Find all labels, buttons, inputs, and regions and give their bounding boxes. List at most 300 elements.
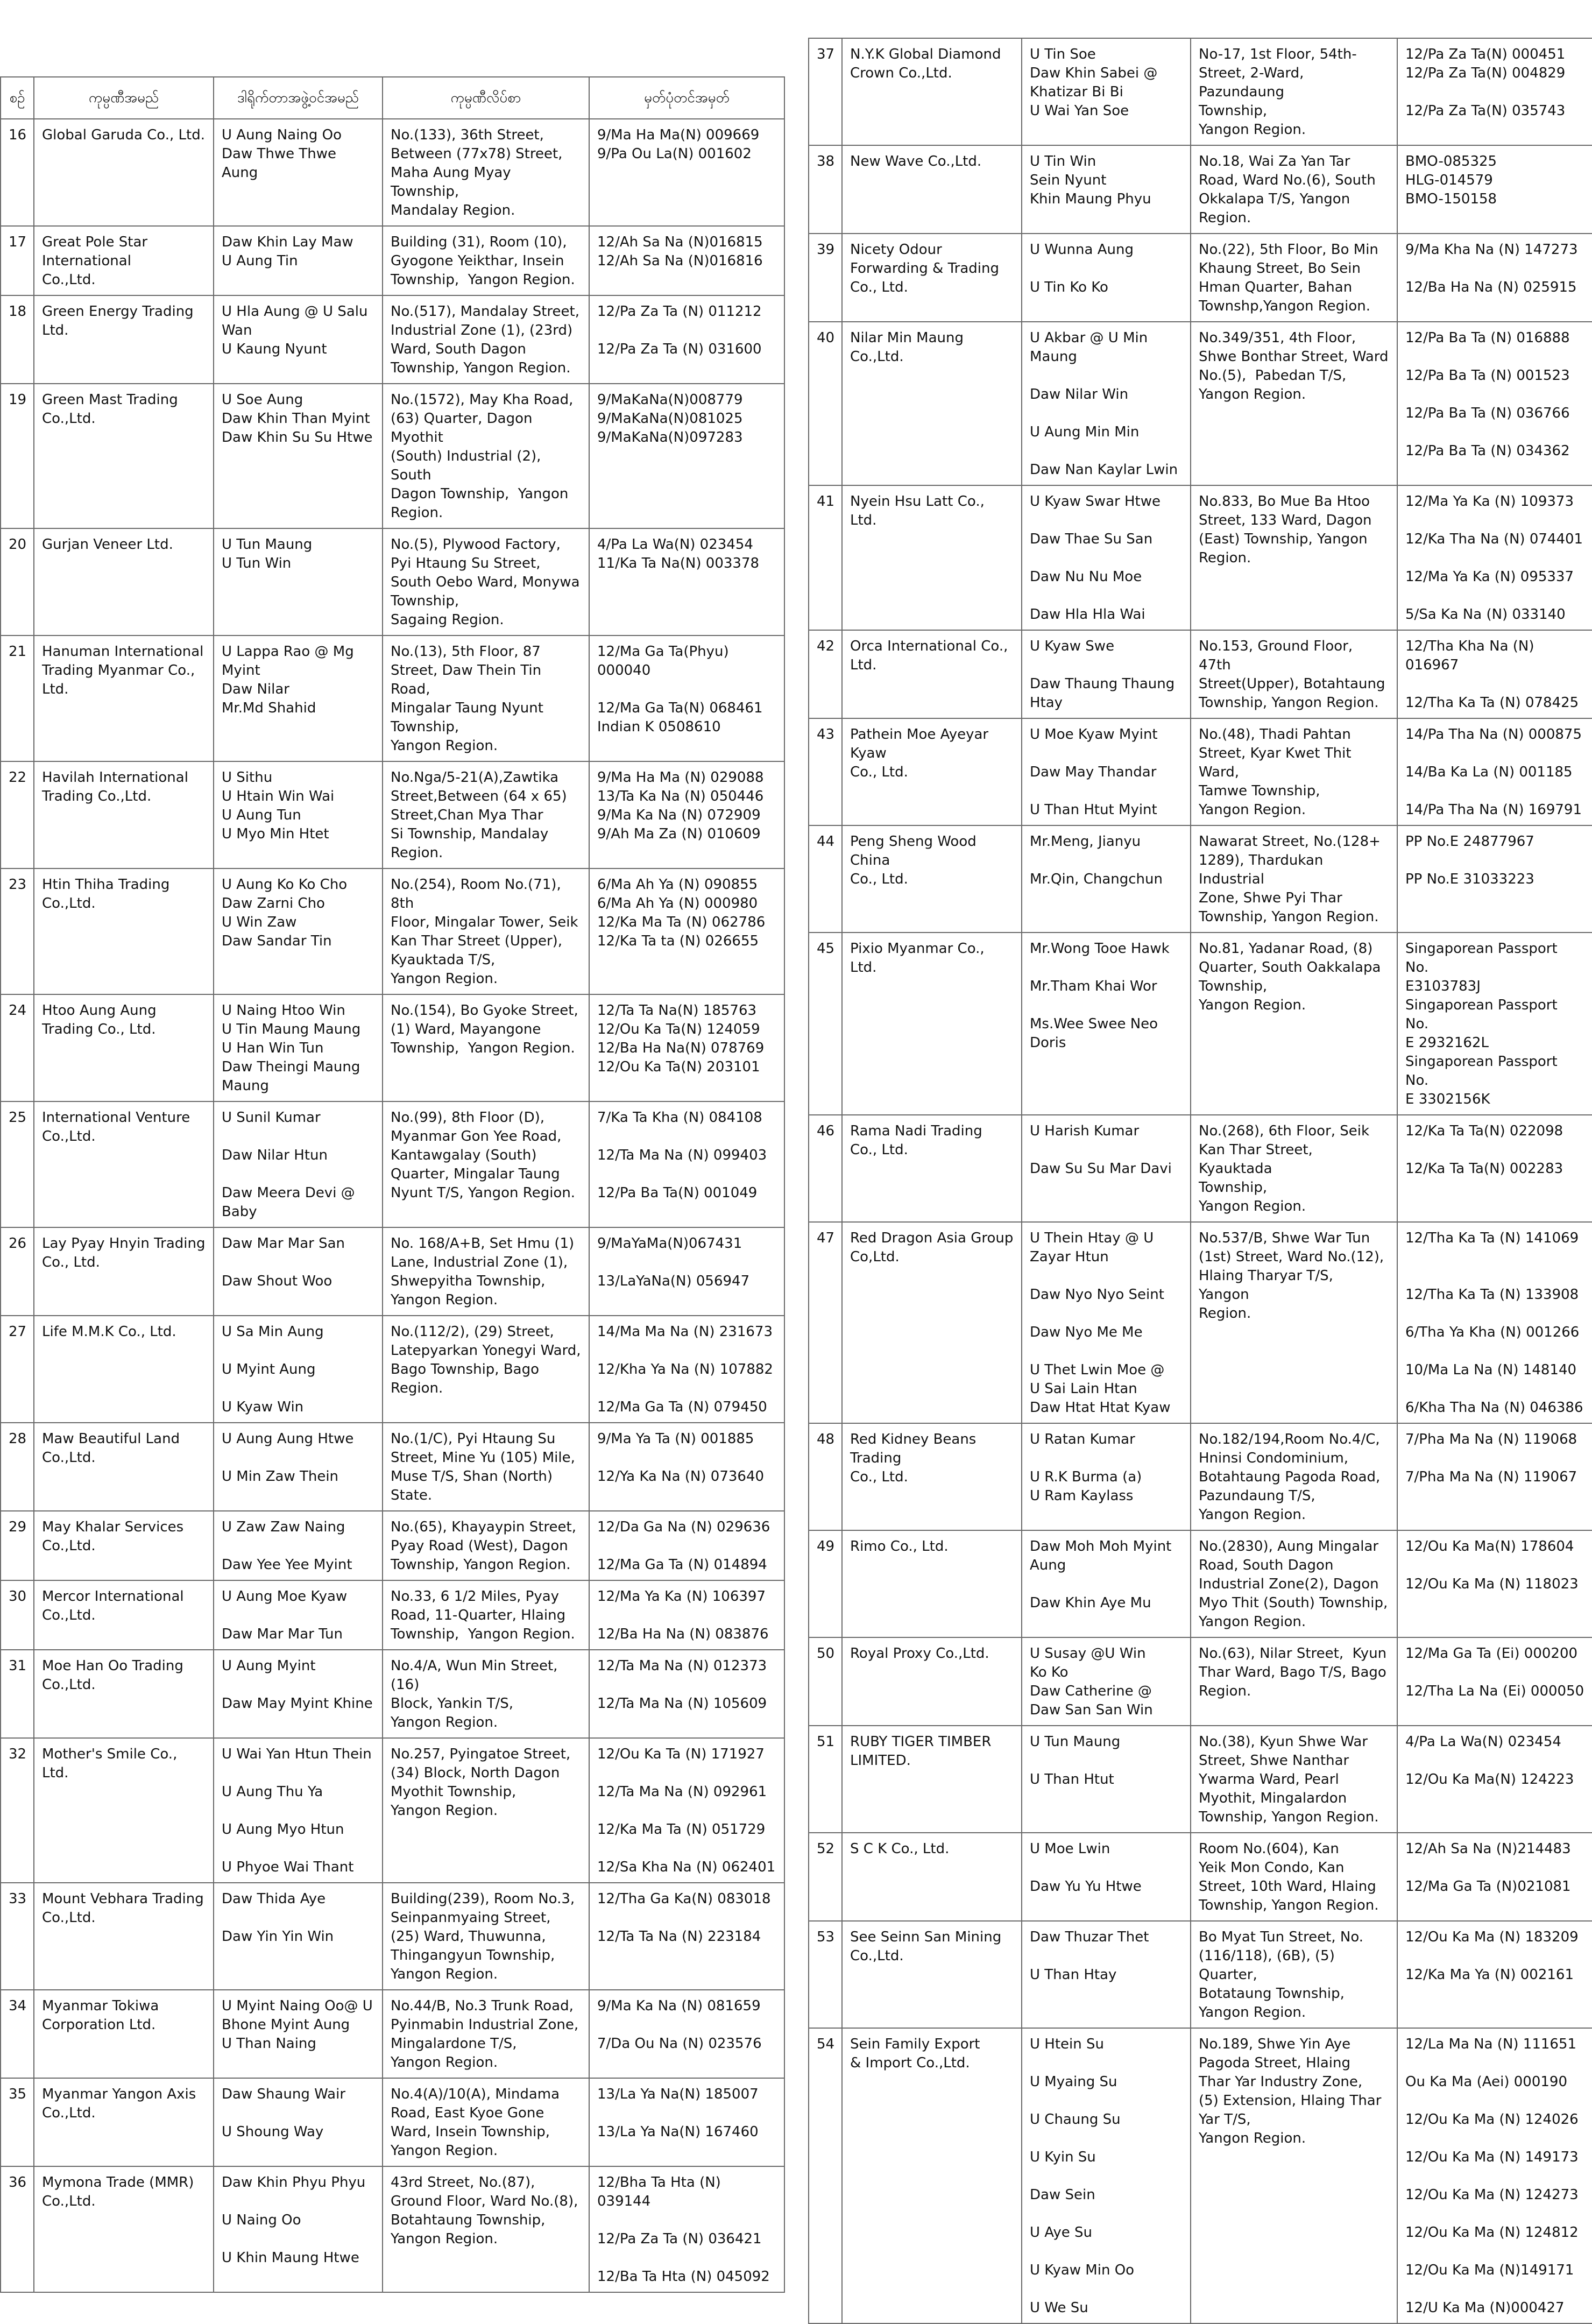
company-addres-line: No. 168/A+B, Set Hmu (1) bbox=[391, 1235, 575, 1252]
company-name-line: N.Y.K Global Diamond bbox=[850, 46, 1001, 62]
right-register-table bbox=[808, 38, 1592, 2324]
row-number: 34 bbox=[1, 1990, 34, 2078]
company-name bbox=[842, 234, 1022, 322]
registration-number-line bbox=[597, 1253, 776, 1272]
director-name-line: U Tun Win bbox=[222, 555, 292, 571]
registration-numbers bbox=[1397, 2028, 1592, 2323]
company-name bbox=[34, 2078, 214, 2166]
table-row bbox=[809, 322, 1592, 485]
director-name-line: U Han Win Tun bbox=[222, 1040, 324, 1056]
director-name-line bbox=[1030, 958, 1183, 977]
director-name-line: U Tin Ko Ko bbox=[1030, 279, 1108, 295]
director-name-line: Daw Khin Aye Mu bbox=[1030, 1595, 1151, 1611]
director-name-line bbox=[222, 1606, 374, 1625]
director-name-line: U Lappa Rao @ Mg bbox=[222, 644, 354, 660]
director-name-line: U Aung Myint bbox=[222, 1658, 316, 1674]
company-addres-line: Building(239), Room No.3, bbox=[391, 1891, 575, 1907]
company-addres-line: Quarter, South Oakkalapa bbox=[1199, 959, 1381, 976]
company-addres-line: No.(1/C), Pyi Htaung Su bbox=[391, 1431, 556, 1447]
company-address bbox=[383, 1883, 589, 1990]
registration-number-line bbox=[1405, 782, 1584, 801]
registration-numbers bbox=[1397, 1423, 1592, 1530]
registration-number-line bbox=[1405, 2054, 1584, 2073]
director-names bbox=[214, 994, 383, 1101]
table-row bbox=[1, 226, 784, 295]
director-name-line bbox=[1030, 549, 1183, 568]
registration-number-line bbox=[1405, 587, 1584, 605]
registration-numbers bbox=[1397, 1921, 1592, 2028]
registration-number-line bbox=[597, 2016, 776, 2035]
director-names bbox=[214, 295, 383, 384]
company-addres-line: No-17, 1st Floor, 54th- bbox=[1199, 46, 1357, 62]
company-name-line: Co., Ltd. bbox=[850, 279, 908, 295]
row-number: 26 bbox=[1, 1227, 34, 1316]
registration-number-line: 12/Ou Ka Ma (N) 149173 bbox=[1405, 2149, 1579, 2165]
registration-number-line bbox=[597, 1537, 776, 1556]
director-names bbox=[214, 384, 383, 528]
director-name-line: U Aung Min Min bbox=[1030, 424, 1140, 440]
header-directors: ဒါရိုက်တာအဖွဲ့ဝင်အမည် bbox=[214, 77, 383, 119]
registration-number-line: 12/Ta Ma Na (N) 105609 bbox=[597, 1696, 767, 1712]
company-name-line: Htin Thiha Trading bbox=[42, 877, 170, 893]
company-address bbox=[383, 2078, 589, 2166]
director-name-line bbox=[1030, 782, 1183, 801]
company-addres-line: No.4/A, Wun Min Street, (16) bbox=[391, 1658, 562, 1693]
director-name-line: Daw Khin Phyu Phyu bbox=[222, 2174, 366, 2191]
company-addres-line: Building (31), Room (10), bbox=[391, 234, 567, 250]
registration-numbers bbox=[589, 119, 784, 226]
director-names bbox=[1022, 1921, 1191, 2028]
company-name-line: China bbox=[850, 852, 890, 868]
company-addres-line: Shwe Bonthar Street, Ward bbox=[1199, 349, 1389, 365]
company-address bbox=[383, 295, 589, 384]
registration-numbers bbox=[589, 384, 784, 528]
registration-number-line: 12/Pa Ba Ta (N) 016888 bbox=[1405, 330, 1570, 346]
company-addres-line: Region. bbox=[1199, 550, 1251, 566]
director-names bbox=[214, 1227, 383, 1316]
director-name-line: U Aung Tun bbox=[222, 807, 301, 823]
row-number: 45 bbox=[809, 933, 842, 1115]
company-addres-line: No.(112/2), (29) Street, bbox=[391, 1324, 554, 1340]
registration-number-line: 7/Ka Ta Kha (N) 084108 bbox=[597, 1110, 762, 1126]
company-addres-line: Township, Yangon Region. bbox=[1199, 695, 1379, 711]
row-number: 46 bbox=[809, 1115, 842, 1222]
row-number: 54 bbox=[809, 2028, 842, 2323]
company-address bbox=[383, 2166, 589, 2292]
company-addres-line: Region. bbox=[1199, 1305, 1251, 1322]
company-addres-line: Township, Yangon Region. bbox=[391, 1040, 575, 1056]
registration-number-line: 12/Ma Ya Ka (N) 095337 bbox=[1405, 569, 1574, 585]
company-addres-line: Township, Yangon Region. bbox=[391, 1557, 571, 1573]
row-number: 41 bbox=[809, 485, 842, 630]
director-name-line: U Harish Kumar bbox=[1030, 1123, 1140, 1139]
director-name-line: Daw Nilar Htun bbox=[222, 1147, 328, 1163]
table-row bbox=[809, 1115, 1592, 1222]
company-addres-line: Road, South Dagon bbox=[1199, 1557, 1334, 1573]
table-row bbox=[1, 1580, 784, 1650]
director-name-line bbox=[1030, 1449, 1183, 1468]
director-name-line: U Aung Myo Htun bbox=[222, 1821, 344, 1838]
director-name-line: U Akbar @ U Min bbox=[1030, 330, 1148, 346]
company-address bbox=[1191, 718, 1397, 825]
company-name-line: Maw Beautiful Land bbox=[42, 1431, 180, 1447]
director-name-line bbox=[1030, 2092, 1183, 2110]
company-address bbox=[1191, 322, 1397, 485]
registration-number-line: 12/Ou Ka Ma (N) 118023 bbox=[1405, 1576, 1579, 1592]
registration-number-line: Singaporean Passport No. bbox=[1405, 941, 1562, 976]
company-address bbox=[1191, 485, 1397, 630]
company-addres-line: No.(22), 5th Floor, Bo Min bbox=[1199, 242, 1378, 258]
director-name-line: U Wunna Aung bbox=[1030, 242, 1134, 258]
registration-numbers bbox=[589, 635, 784, 761]
company-name bbox=[34, 994, 214, 1101]
director-names bbox=[214, 226, 383, 295]
registration-number-line bbox=[1405, 1342, 1584, 1361]
registration-number-line bbox=[597, 1764, 776, 1783]
table-row bbox=[809, 145, 1592, 234]
director-names bbox=[214, 761, 383, 868]
director-name-line: U Aung Ko Ko Cho bbox=[222, 877, 348, 893]
company-addres-line: State. bbox=[391, 1487, 433, 1503]
company-address bbox=[383, 1423, 589, 1511]
registration-number-line: 9/Ma Ya Ta (N) 001885 bbox=[597, 1431, 754, 1447]
company-addres-line: Yar T/S, bbox=[1199, 2111, 1251, 2128]
company-name-line: Co., Ltd. bbox=[850, 1142, 908, 1158]
row-number: 33 bbox=[1, 1883, 34, 1990]
company-name-line: Trading Myanmar Co., bbox=[42, 662, 195, 679]
company-name-line: Co., Ltd. bbox=[850, 1469, 908, 1485]
registration-number-line: 12/Ou Ka Ma (N) 124273 bbox=[1405, 2187, 1579, 2203]
director-name-line: Daw Meera Devi @ bbox=[222, 1185, 355, 1201]
director-name-line: Daw Thida Aye bbox=[222, 1891, 326, 1907]
company-addres-line: Myothit, Mingalardon bbox=[1199, 1790, 1347, 1806]
company-addres-line: Road, 11-Quarter, Hlaing bbox=[391, 1607, 566, 1623]
director-name-line bbox=[222, 1909, 374, 1927]
company-name-line: Corporation Ltd. bbox=[42, 2017, 156, 2033]
company-name-line: Kyaw bbox=[850, 745, 887, 761]
director-name-line: U Thet Lwin Moe @ bbox=[1030, 1362, 1165, 1378]
director-names bbox=[1022, 485, 1191, 630]
company-addres-line: (25) Ward, Thuwunna, bbox=[391, 1929, 546, 1945]
company-address bbox=[1191, 825, 1397, 933]
registration-number-line: 12/Pa Za Ta(N) 004829 bbox=[1405, 65, 1566, 81]
registration-number-line: PP No.E 24877967 bbox=[1405, 833, 1534, 850]
company-name-line: Htoo Aung Aung bbox=[42, 1002, 157, 1019]
company-name-line: Green Energy Trading bbox=[42, 303, 194, 320]
company-address bbox=[1191, 630, 1397, 718]
company-address bbox=[1191, 38, 1397, 145]
director-name-line: U Kyaw Min Oo bbox=[1030, 2262, 1135, 2278]
registration-number-line: 12/Pa Ba Ta (N) 034362 bbox=[1405, 443, 1570, 459]
director-name-line bbox=[1030, 1304, 1183, 1323]
company-name bbox=[34, 1738, 214, 1883]
header-company: ကုမ္ပဏီအမည် bbox=[34, 77, 214, 119]
director-name-line bbox=[222, 1802, 374, 1820]
director-name-line: U Than Htut bbox=[1030, 1771, 1114, 1788]
company-addres-line: Street, Mine Yu (105) Mile, bbox=[391, 1450, 575, 1466]
row-number: 48 bbox=[809, 1423, 842, 1530]
registration-number-line: 12/Ta Ma Na (N) 099403 bbox=[597, 1147, 767, 1163]
director-name-line: U Tun Maung bbox=[1030, 1734, 1121, 1750]
director-name-line: Daw Su Su Mar Davi bbox=[1030, 1161, 1172, 1177]
registration-number-line: Singaporean Passport No. bbox=[1405, 997, 1562, 1032]
director-names bbox=[214, 1650, 383, 1738]
registration-numbers bbox=[589, 2166, 784, 2292]
registration-number-line: 12/Pa Ba Ta (N) 036766 bbox=[1405, 405, 1570, 421]
registration-number-line: 12/Ou Ka Ma (N) 124026 bbox=[1405, 2111, 1579, 2128]
company-addres-line: Okkalapa T/S, Yangon bbox=[1199, 191, 1350, 207]
director-name-line: U Hla Aung @ U Salu bbox=[222, 303, 368, 320]
company-addres-line: No.Nga/5-21(A),Zawtika bbox=[391, 769, 559, 786]
director-names bbox=[1022, 2028, 1191, 2323]
company-name-line: Mount Vebhara Trading bbox=[42, 1891, 204, 1907]
director-name-line: U Sunil Kumar bbox=[222, 1110, 321, 1126]
company-address bbox=[383, 1511, 589, 1580]
company-addres-line: Region. bbox=[391, 845, 443, 861]
director-names bbox=[1022, 933, 1191, 1115]
row-number: 47 bbox=[809, 1222, 842, 1423]
company-name-line: Ltd. bbox=[42, 322, 69, 338]
company-name-line: Co.,Ltd. bbox=[42, 272, 96, 288]
company-addres-line: Road, East Kyoe Gone bbox=[391, 2105, 544, 2121]
director-name-line: Daw Khin Su Su Htwe bbox=[222, 429, 373, 446]
director-names bbox=[214, 1316, 383, 1423]
registration-number-line: 7/Pha Ma Na (N) 119067 bbox=[1405, 1469, 1577, 1485]
registration-numbers bbox=[1397, 1833, 1592, 1921]
director-name-line: U Aung Aung Htwe bbox=[222, 1431, 354, 1447]
table-row bbox=[1, 2166, 784, 2292]
company-addres-line: No.349/351, 4th Floor, bbox=[1199, 330, 1356, 346]
registration-number-line bbox=[1405, 1947, 1584, 1966]
registration-number-line bbox=[1405, 675, 1584, 694]
registration-number-line: 12/Ka Ma Ta (N) 051729 bbox=[597, 1821, 766, 1838]
company-name-line: Red Dragon Asia Group bbox=[850, 1230, 1014, 1246]
registration-number-line bbox=[1405, 2242, 1584, 2261]
director-name-line bbox=[1030, 851, 1183, 870]
company-address bbox=[1191, 145, 1397, 234]
director-name-line: U R.K Burma (a) bbox=[1030, 1469, 1142, 1485]
registration-number-line bbox=[1405, 385, 1584, 404]
registration-number-line bbox=[1405, 259, 1584, 278]
registration-number-line bbox=[1405, 1449, 1584, 1468]
registration-number-line bbox=[1405, 2167, 1584, 2186]
company-addres-line: (1) Ward, Mayangone bbox=[391, 1021, 541, 1037]
company-name-line: Co.,Ltd. bbox=[42, 1128, 96, 1145]
registration-number-line bbox=[1405, 2280, 1584, 2299]
company-addres-line: Nawarat Street, No.(128+ bbox=[1199, 833, 1381, 850]
company-name-line: Rimo Co., Ltd. bbox=[850, 1538, 949, 1555]
company-name bbox=[842, 825, 1022, 933]
director-name-line: Doris bbox=[1030, 1035, 1066, 1051]
director-name-line: Daw Yin Yin Win bbox=[222, 1929, 334, 1945]
company-name-line: Trading Co., Ltd. bbox=[42, 1021, 156, 1037]
company-name-line: Co., Ltd. bbox=[42, 1254, 100, 1270]
company-name-line: Pixio Myanmar Co., Ltd. bbox=[850, 941, 989, 976]
registration-number-line: 9/Ma Kha Na (N) 147273 bbox=[1405, 242, 1578, 258]
registration-number-line: 12/Ma Ga Ta (N)021081 bbox=[1405, 1878, 1571, 1895]
company-name bbox=[34, 528, 214, 635]
company-addres-line: Ward, South Dagon bbox=[391, 341, 526, 357]
registration-number-line bbox=[1405, 511, 1584, 530]
row-number: 29 bbox=[1, 1511, 34, 1580]
director-names bbox=[214, 868, 383, 994]
director-name-line: U Soe Aung bbox=[222, 392, 303, 408]
company-addres-line: Township, bbox=[1199, 1179, 1268, 1196]
company-addres-line: No.(38), Kyun Shwe War bbox=[1199, 1734, 1368, 1750]
director-name-line: U Myint Aung bbox=[222, 1361, 316, 1378]
company-addres-line: No.257, Pyingatoe Street, bbox=[391, 1746, 571, 1762]
registration-number-line bbox=[1405, 1304, 1584, 1323]
company-address bbox=[383, 994, 589, 1101]
company-addres-line: Yangon Region. bbox=[391, 1714, 498, 1730]
registration-number-line bbox=[597, 1449, 776, 1467]
company-name-line: Lay Pyay Hnyin Trading bbox=[42, 1235, 206, 1252]
company-name-line: International bbox=[42, 253, 131, 269]
director-name-line: Daw San San Win bbox=[1030, 1702, 1153, 1718]
table-row bbox=[1, 761, 784, 868]
registration-numbers bbox=[589, 1738, 784, 1883]
company-addres-line: Khaung Street, Bo Sein bbox=[1199, 260, 1361, 277]
director-name-line: U Shoung Way bbox=[222, 2124, 324, 2140]
registration-number-line bbox=[1405, 2092, 1584, 2110]
registration-number-line: Ou Ka Ma (Aei) 000190 bbox=[1405, 2074, 1567, 2090]
table-row bbox=[1, 1738, 784, 1883]
company-addres-line: Hninsi Condominium, bbox=[1199, 1450, 1349, 1466]
registration-number-line: HLG-014579 bbox=[1405, 172, 1493, 188]
company-addres-line: Gyogone Yeikthar, Insein bbox=[391, 253, 564, 269]
left-register-table bbox=[0, 76, 785, 2293]
company-addres-line: Hlaing Tharyar T/S, Yangon bbox=[1199, 1268, 1342, 1303]
company-name bbox=[842, 1423, 1022, 1530]
director-name-line: Daw Shaung Wair bbox=[222, 2086, 346, 2102]
registration-number-line: 12/Ma Ga Ta (N) 014894 bbox=[597, 1557, 767, 1573]
director-name-line: Daw Nilar bbox=[222, 681, 290, 697]
registration-number-line: 13/Ta Ka Na (N) 050446 bbox=[597, 788, 764, 804]
row-number: 38 bbox=[809, 145, 842, 234]
table-row bbox=[1, 1423, 784, 1511]
table-row bbox=[1, 2078, 784, 2166]
director-name-line: Daw Thae Su San bbox=[1030, 531, 1153, 547]
registration-number-line bbox=[1405, 1380, 1584, 1398]
company-name bbox=[842, 1833, 1022, 1921]
director-name-line: Mr.Tham Khai Wor bbox=[1030, 978, 1157, 994]
registration-numbers bbox=[1397, 1115, 1592, 1222]
company-name-line: Nicety Odour bbox=[850, 242, 942, 258]
director-name-line: U Susay @U Win bbox=[1030, 1645, 1146, 1662]
company-address bbox=[383, 1316, 589, 1423]
table-row bbox=[809, 933, 1592, 1115]
director-name-line: U Ratan Kumar bbox=[1030, 1431, 1135, 1447]
registration-numbers bbox=[1397, 485, 1592, 630]
director-name-line bbox=[222, 2230, 374, 2249]
director-name-line: U Naing Htoo Win bbox=[222, 1002, 345, 1019]
registration-number-line: 14/Pa Tha Na (N) 169791 bbox=[1405, 802, 1582, 818]
row-number: 19 bbox=[1, 384, 34, 528]
company-addres-line: Township, bbox=[1199, 103, 1268, 119]
company-name bbox=[34, 868, 214, 994]
header-row bbox=[1, 77, 784, 119]
registration-number-line: 12/Ma Ga Ta (Ei) 000200 bbox=[1405, 1645, 1578, 1662]
company-addres-line: (116/118), (6B), (5) Quarter, bbox=[1199, 1948, 1340, 1983]
director-name-line: U Ram Kaylass bbox=[1030, 1488, 1134, 1504]
director-name-line: Bhone Myint Aung bbox=[222, 2017, 350, 2033]
company-address bbox=[383, 761, 589, 868]
company-addres-line: Kyauktada T/S, bbox=[391, 952, 496, 968]
registration-number-line: 14/Ba Ka La (N) 001185 bbox=[1405, 764, 1573, 780]
director-name-line: Daw Theingi Maung bbox=[222, 1059, 360, 1075]
table-row bbox=[809, 825, 1592, 933]
company-addres-line: Maha Aung Myay Township, bbox=[391, 165, 515, 200]
company-addres-line: Township, Yangon Region. bbox=[1199, 1897, 1379, 1913]
registration-number-line bbox=[597, 1676, 776, 1694]
registration-number-line: 4/Pa La Wa(N) 023454 bbox=[1405, 1734, 1561, 1750]
registration-number-line bbox=[597, 2104, 776, 2123]
company-name bbox=[842, 2028, 1022, 2323]
company-addres-line: Ground Floor, Ward No.(8), bbox=[391, 2193, 578, 2209]
registration-number-line: 12/Pa Ba Ta(N) 001049 bbox=[597, 1185, 758, 1201]
company-addres-line: Township, bbox=[391, 719, 459, 735]
director-names bbox=[1022, 1637, 1191, 1726]
company-name-line: Mother's Smile Co., Ltd. bbox=[42, 1746, 182, 1781]
table-row bbox=[809, 1921, 1592, 2028]
director-name-line bbox=[1030, 1342, 1183, 1361]
director-name-line bbox=[222, 1537, 374, 1556]
director-names bbox=[1022, 145, 1191, 234]
row-number: 31 bbox=[1, 1650, 34, 1738]
company-name-line: Co., Ltd. bbox=[850, 871, 908, 887]
director-name-line bbox=[1030, 442, 1183, 461]
company-addres-line: No.(5), Pabedan T/S, bbox=[1199, 368, 1347, 384]
director-names bbox=[214, 119, 383, 226]
registration-number-line: 12/Ou Ka Ma(N) 124223 bbox=[1405, 1771, 1574, 1788]
company-addres-line: No.(154), Bo Gyoke Street, bbox=[391, 1002, 578, 1019]
director-name-line bbox=[222, 1449, 374, 1467]
director-names bbox=[1022, 1423, 1191, 1530]
company-name bbox=[842, 145, 1022, 234]
registration-number-line: 12/Ka Ta ta (N) 026655 bbox=[597, 933, 759, 949]
director-name-line bbox=[222, 1127, 374, 1146]
registration-number-line: 12/Pa Za Ta(N) 035743 bbox=[1405, 103, 1566, 119]
registration-numbers bbox=[589, 868, 784, 994]
director-name-line bbox=[222, 2192, 374, 2211]
director-names bbox=[214, 1990, 383, 2078]
company-name bbox=[34, 1227, 214, 1316]
registration-number-line: 12/U Ka Ma (N)000427 bbox=[1405, 2300, 1565, 2316]
row-number: 44 bbox=[809, 825, 842, 933]
director-name-line bbox=[1030, 1859, 1183, 1877]
registration-number-line: 13/La Ya Na(N) 167460 bbox=[597, 2124, 759, 2140]
director-name-line: Mr.Wong Tooe Hawk bbox=[1030, 941, 1170, 957]
registration-number-line bbox=[1405, 1141, 1584, 1160]
director-names bbox=[214, 1511, 383, 1580]
company-name bbox=[842, 1530, 1022, 1637]
director-name-line: Daw Khin Than Myint bbox=[222, 411, 370, 427]
company-addres-line: Township, Yangon Region. bbox=[391, 272, 575, 288]
director-name-line: Daw Htat Htat Kyaw bbox=[1030, 1400, 1171, 1416]
registration-number-line: 12/Ma Ya Ka (N) 109373 bbox=[1405, 493, 1574, 510]
company-name bbox=[34, 761, 214, 868]
registration-numbers bbox=[589, 1423, 784, 1511]
registration-numbers bbox=[1397, 933, 1592, 1115]
company-address bbox=[383, 635, 589, 761]
company-addres-line: Township, Yangon Region. bbox=[1199, 1809, 1379, 1825]
company-addres-line: Pyay Road (West), Dagon bbox=[391, 1538, 568, 1554]
registration-number-line: 12/Da Ga Na (N) 029636 bbox=[597, 1519, 770, 1535]
company-addres-line: Yeik Mon Condo, Kan bbox=[1199, 1860, 1345, 1876]
company-addres-line: Kan Thar Street, Kyauktada bbox=[1199, 1142, 1318, 1177]
director-name-line: U Myint Naing Oo@ U bbox=[222, 1998, 373, 2014]
company-name bbox=[34, 119, 214, 226]
